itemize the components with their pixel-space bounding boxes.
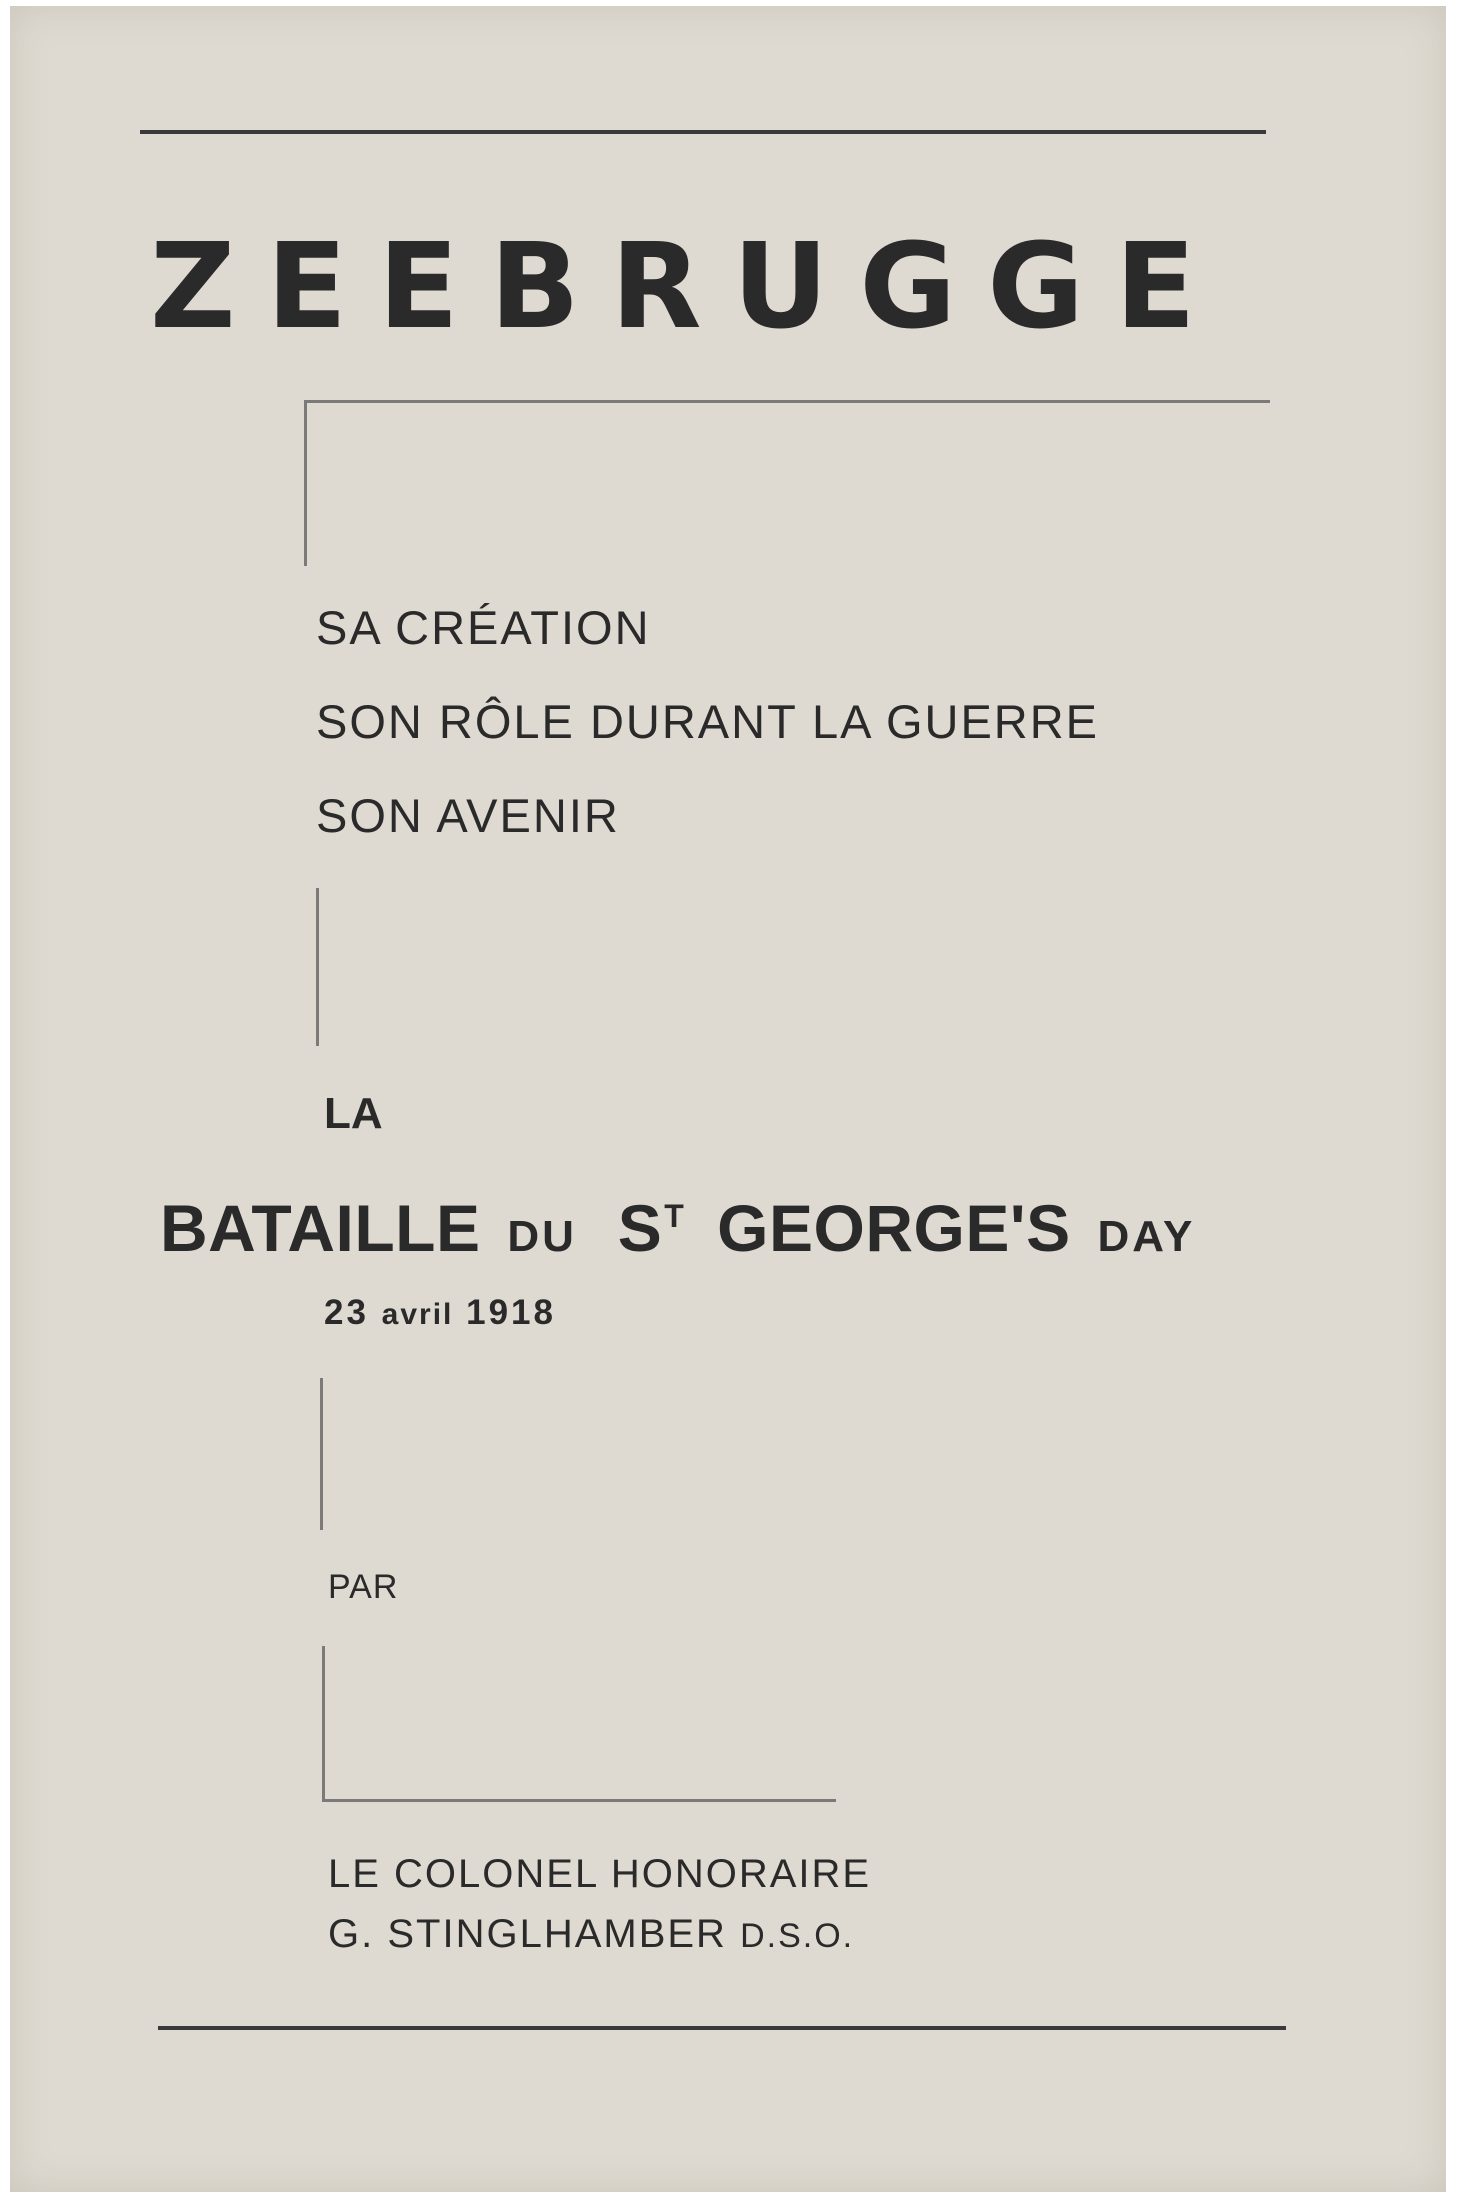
- bracket-bottom-horizontal: [322, 1799, 836, 1802]
- date-month: avril: [381, 1298, 454, 1331]
- battle-word-du: DU: [507, 1212, 577, 1261]
- battle-date: [324, 1288, 556, 1340]
- subtitle-line-3: SON AVENIR: [316, 789, 620, 842]
- battle-word-bataille: BATAILLE: [160, 1191, 481, 1265]
- date-day: 23: [324, 1293, 369, 1332]
- book-cover: [10, 6, 1446, 2192]
- book-title: ZEEBRUGGE: [150, 217, 1227, 355]
- date-year: 1918: [466, 1293, 556, 1332]
- bracket-top-horizontal: [304, 400, 1270, 403]
- by-label: PAR: [328, 1568, 399, 1606]
- battle-word-day: DAY: [1097, 1212, 1196, 1261]
- battle-title: [160, 1174, 1195, 1279]
- subtitle-line-2: SON RÔLE DURANT LA GUERRE: [316, 695, 1100, 748]
- subtitle-line-1: SA CRÉATION: [316, 601, 651, 654]
- connector-vertical-2: [320, 1378, 323, 1530]
- bracket-bottom-vertical: [322, 1646, 325, 1802]
- battle-word-st-superscript: T: [664, 1198, 685, 1234]
- battle-article: LA: [324, 1089, 383, 1138]
- author-rank: LE COLONEL HONORAIRE: [328, 1852, 872, 1896]
- author-name: G. STINGLHAMBER: [328, 1912, 727, 1956]
- author-name-line: [328, 1906, 854, 1964]
- bracket-top-vertical: [304, 400, 307, 566]
- bottom-rule: [158, 2026, 1286, 2030]
- connector-vertical-1: [316, 888, 319, 1046]
- battle-word-st: S: [617, 1191, 663, 1265]
- battle-word-george: GEORGE'S: [717, 1191, 1071, 1265]
- top-rule: [140, 130, 1266, 134]
- author-decoration: D.S.O.: [740, 1917, 855, 1955]
